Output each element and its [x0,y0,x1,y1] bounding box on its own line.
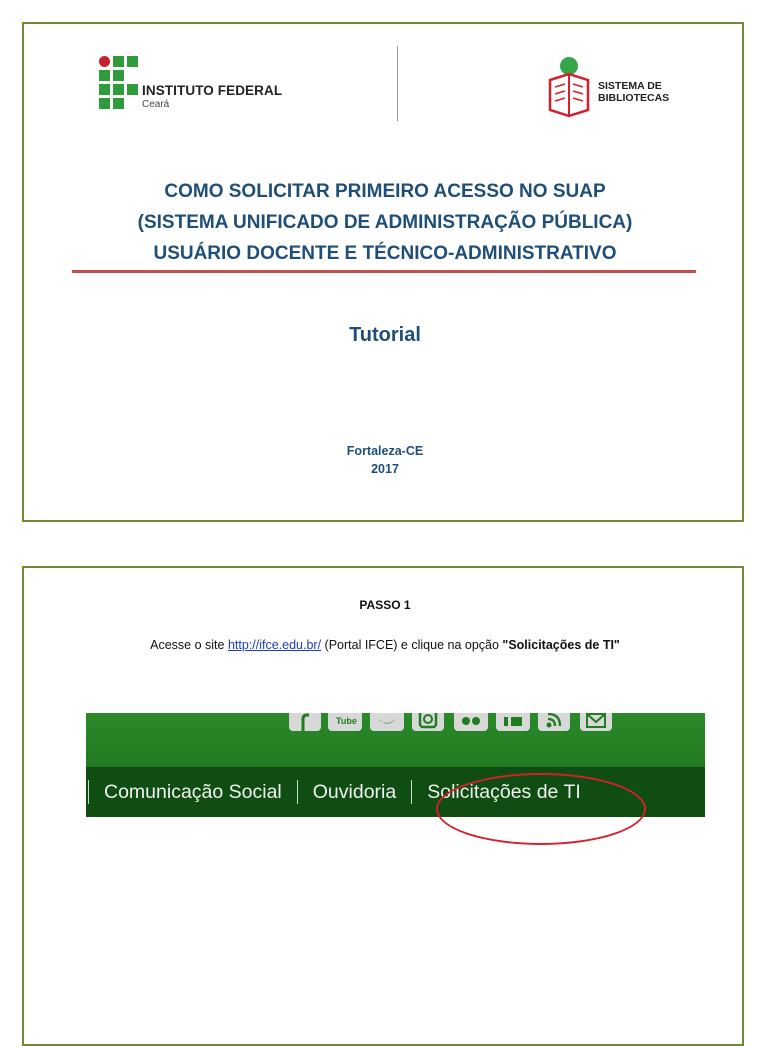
if-logo-grid-icon [99,56,139,110]
menu-separator [411,780,412,804]
library-name-line1: SISTEMA DE [598,80,662,92]
linkedin-icon[interactable] [496,713,530,731]
menu-ouvidoria[interactable]: Ouvidoria [312,780,397,803]
header-divider [397,46,398,121]
menu-comunicacao-social[interactable]: Comunicação Social [104,780,282,803]
document-subtitle: Tutorial [349,324,421,346]
title-line-3: USUÁRIO DOCENTE E TÉCNICO-ADMINISTRATIVO [153,243,617,264]
title-rule [72,270,696,273]
library-name-line2: BIBLIOTECAS [598,92,670,104]
place: Fortaleza-CE [346,444,424,458]
rss-icon[interactable] [538,713,570,731]
youtube-icon-label: Tube [336,716,357,726]
menu-separator [88,780,89,804]
instruction-prefix: Acesse o site [150,638,228,652]
place-and-year [24,442,746,478]
document-title [24,176,746,269]
library-system-name [598,80,669,104]
email-icon[interactable] [580,713,612,731]
sistema-bibliotecas-logo [546,56,706,120]
year: 2017 [371,462,399,476]
library-book-icon [546,56,594,118]
title-line-2: (SISTEMA UNIFICADO DE ADMINISTRAÇÃO PÚBLICA) [137,212,633,233]
twitter-icon[interactable] [370,713,404,731]
instruction-middle: (Portal IFCE) e clique na opção [321,638,503,652]
logo-name: INSTITUTO FEDERAL [142,83,283,98]
title-line-1: COMO SOLICITAR PRIMEIRO ACESSO NO SUAP [164,181,606,202]
step-heading: PASSO 1 [359,598,411,612]
instagram-icon[interactable] [412,713,444,731]
instruction-option: "Solicitações de TI" [502,638,620,652]
logo-subname: Ceará [142,99,170,110]
step-page [22,566,744,1046]
youtube-icon[interactable] [328,713,362,731]
step-instruction [24,638,746,652]
menu-separator [297,780,298,804]
highlight-circle [436,773,646,845]
ifce-link[interactable]: http://ifce.edu.br/ [227,638,322,652]
facebook-icon[interactable] [289,713,321,731]
portal-screenshot [86,713,705,817]
flickr-icon[interactable] [454,713,488,731]
menu-solicitacoes-ti[interactable]: Solicitações de TI [427,780,581,803]
cover-page [22,22,744,522]
